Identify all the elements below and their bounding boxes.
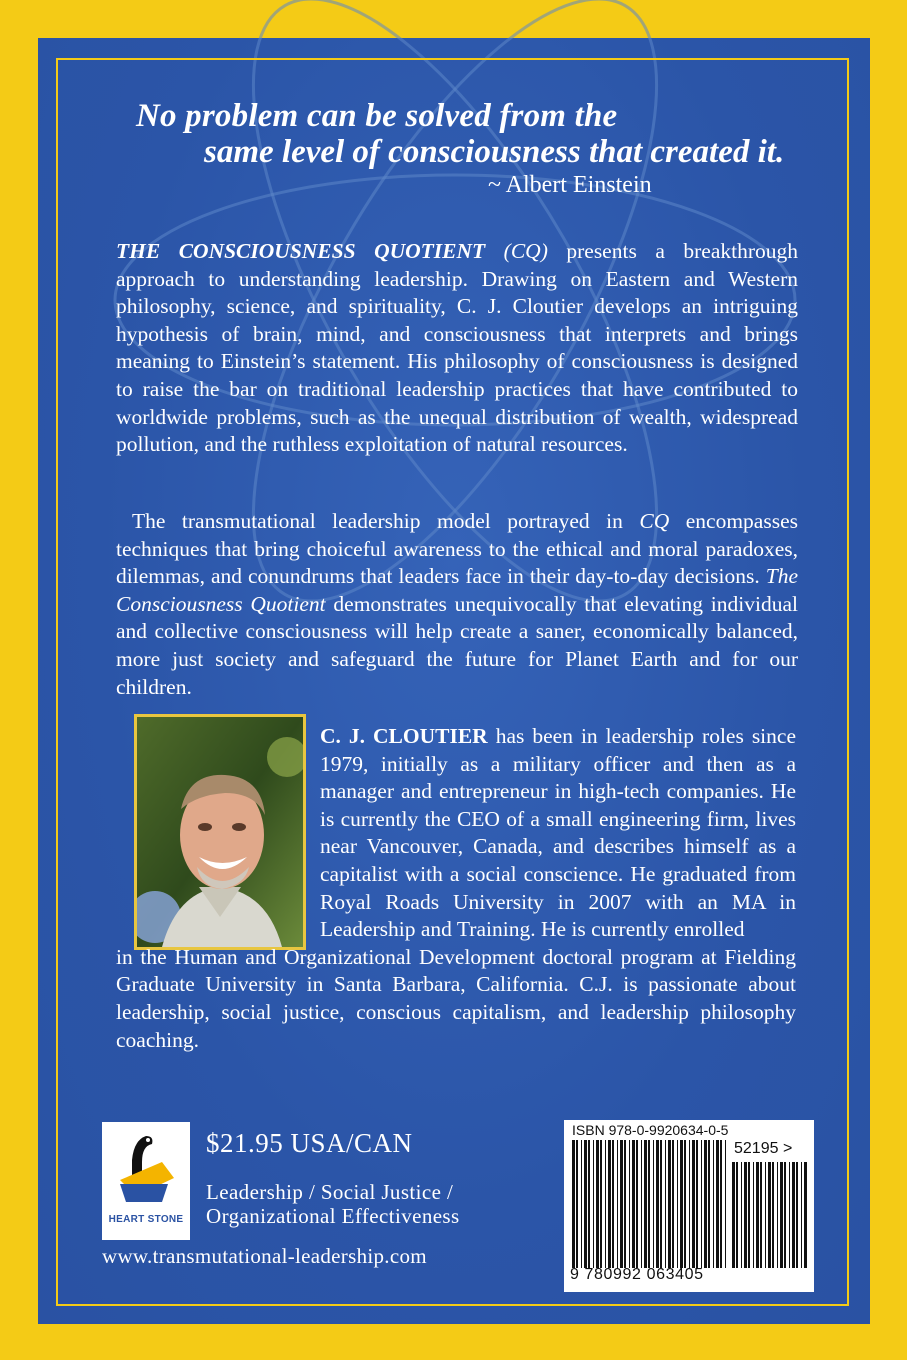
para2-book-title: The Consciousness Quotient [116, 564, 798, 616]
author-bio-top [320, 723, 796, 944]
quote-attribution: ~ Albert Einstein [488, 172, 652, 198]
goose-icon [102, 1122, 190, 1214]
publisher-name: HEART STONE [108, 1214, 184, 1225]
book-abbr: (CQ) [485, 239, 548, 263]
barcode-addon-bars [732, 1162, 808, 1268]
para1-body: presents a breakthrough approach to understanding leadership. Drawing on Eastern and Western philosophy, science, and spirituality, C. J. Cloutier develops an intriguing hypothesis of brain, mind, and consciousness that interprets and brings meaning to Einstein’s statement. His philosophy of consciousness is designed to raise the bar on traditional leadership practices that have contributed to worldwide problems, such as the unequal distribution of wealth, widespread pollution, and the ruthless exploitation of natural resources. [116, 239, 799, 457]
barcode-main-bars [572, 1140, 728, 1268]
isbn-digits: 9 780992 063405 [570, 1266, 704, 1283]
category-line-2: Organizational Effectiveness [206, 1204, 460, 1228]
barcode [564, 1120, 814, 1292]
author-name: C. J. CLOUTIER [320, 724, 488, 748]
quote-line-2: same level of consciousness that created it. [204, 134, 785, 170]
para2-part2: encompasses techniques that bring choiceful awareness to the ethical and moral paradoxes, dilemmas, and conundrums that leaders face in their day-to-day decisions. [116, 509, 798, 589]
category-line-1: Leadership / Social Justice / [206, 1180, 454, 1204]
author-bio [116, 723, 796, 1054]
description-paragraph-1 [116, 238, 798, 459]
isbn-label: ISBN 978-0-9920634-0-5 [572, 1122, 729, 1138]
publisher-logo [102, 1122, 190, 1240]
website-url[interactable]: www.transmutational-leadership.com [102, 1244, 427, 1268]
price: $21.95 USA/CAN [206, 1128, 413, 1158]
author-bio-top-text: has been in leadership roles since 1979, initially as a military officer and then as a manager and entrepreneur in high-tech companies. He is currently the CEO of a small engineering firm, lives near Vancouver, Canada, and describes himself as a capitalist with a social conscience. He graduated from Royal Roads University in 2007 with an MA in Leadership and Training. He is currently enrolled [320, 724, 796, 942]
para2-cq: CQ [639, 509, 670, 533]
para2-part3: demonstrates unequivocally that elevating individual and collective consciousness will help create a saner, economically balanced, more just society and safeguard the future for Planet Earth and for our children. [116, 591, 798, 699]
quote-line-1: No problem can be solved from the [136, 98, 618, 134]
author-bio-bottom: in the Human and Organizational Development doctoral program at Fielding Graduate University in Santa Barbara, California. C.J. is passionate about leadership, social justice, conscious capitalism, and leadership philosophy coaching. [116, 944, 796, 1052]
price-code: 52195 > [734, 1140, 793, 1157]
book-title: THE CONSCIOUSNESS QUOTIENT [116, 239, 486, 263]
para2-part1: The transmutational leadership model portrayed in [132, 509, 640, 533]
description-paragraph-2 [116, 508, 798, 701]
